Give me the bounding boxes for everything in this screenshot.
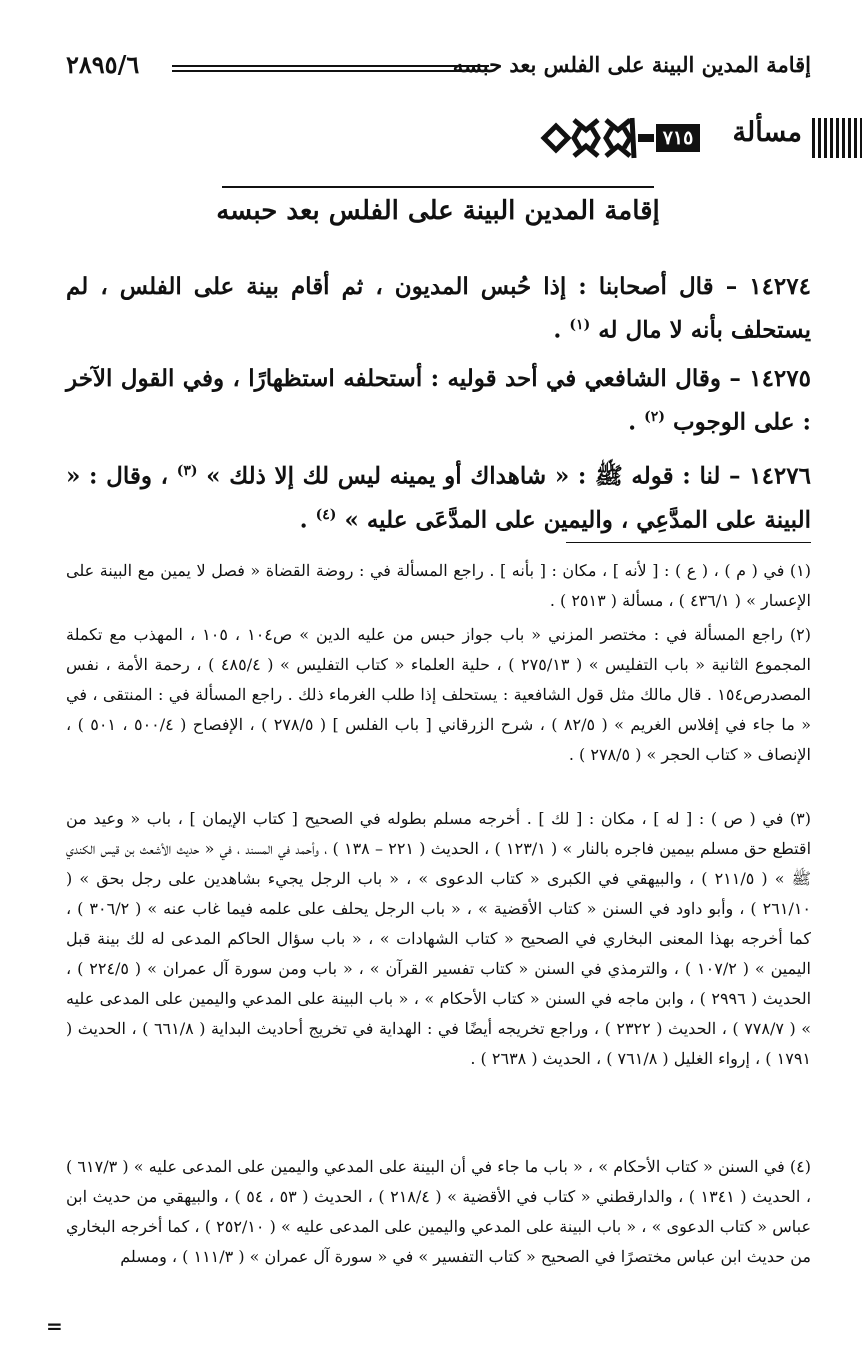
paragraph-14276: [66, 452, 811, 539]
paragraph-tail: .: [628, 408, 645, 436]
footnote-2: (٢) راجع المسألة في : مختصر المزني « باب جواز حبس من عليه الدين » ص١٠٤ ، ١٠٥ ، المهذب مع تكملة المجموع الثانية « باب التفليس » ( ٢٧٥/١٣ ) ، حلية العلماء « كتاب التفليس » ( ٤٨٥/٤ ) ، رحمة الأمة ، نفس المصدرص١٥٤ . قال مالك مثل قول الشافعية : يستحلف إذا طلب الغرماء ذلك . راجع المسألة في : المنتقى ، في « ما جاء في إفلاس الغريم » ( ٨٢/٥ ) ، شرح الزرقاني [ باب الفلس ] ( ٢٧٨/٥ ) ، الإفصاح ( ٥٠٠/٤ ، ٥٠١ ) ، الإنصاف « كتاب الحجر » ( ٢٧٨/٥ ) .: [66, 625, 812, 764]
footnote-ref: (٣): [176, 463, 198, 479]
footnote-3: (٣) في ( ص ) : [ له ] ، مكان : [ لك ] . أخرجه مسلم بطوله في الصحيح [ كتاب الإيمان ] ، باب « وعيد من اقتطع حق مسلم بيمين فاجره بالنار » ( ١٢٣/١ ) ، الحديث ( ٢٢١ – ١٣٨ ) ، وأحمد في المسند ، في « حديث الأشعث بن قيس الكندي ﷺ » ( ٢١١/٥ ) ، والبيهقي في الكبرى « كتاب الدعوى » ، « باب الرجل يجيء بشاهدين على رجل بحق » ( ٢٦١/١٠ ) ، وأبو داود في السنن « كتاب الأقضية » ، « باب الرجل يحلف على علمه فيما غاب عنه » ( ٣٠٦/٢ ) ، كما أخرجه بهذا المعنى البخاري في الصحيح « كتاب الشهادات » ، « باب سؤال الحاكم المدعى له لك بينة قبل اليمين » ( ١٠٧/٢ ) ، والترمذي في السنن « كتاب تفسير القرآن » ، « باب ومن سورة آل عمران » ( ٢٢٤/٥ ) ، الحديث ( ٢٩٩٦ ) ، وابن ماجه في السنن « كتاب الأحكام » ، « باب البينة على المدعي واليمين على المدعى عليه » ( ٧٧٨/٧ ) ، الحديث ( ٢٣٢٢ ) ، وراجع تخريجه أيضًا في : الهداية في تخريج أحاديث البداية ( ٦٦١/٨ ) ، الحديث ( ١٧٩١ ) ، إرواء الغليل ( ٧٦١/٨ ) ، الحديث ( ٢٦٣٨ ) .: [66, 809, 812, 1068]
paragraph-14274: [66, 268, 811, 350]
paragraph-tail: ، وقال : « البينة على المدَّعِي ، واليمين على المدَّعَى عليه »: [66, 462, 811, 534]
striped-block-ornament: [812, 118, 862, 158]
masala-label: مسألة: [732, 117, 802, 148]
masala-number-badge: ٧١٥: [656, 124, 700, 152]
masala-banner: [528, 114, 867, 162]
geometric-ornament-icon: [534, 114, 654, 162]
paragraph-text: ١٤٢٧٥ – وقال الشافعي في أحد قوليه : أستحلفه استظهارًا ، وفي القول الآخر : على الوجوب: [66, 365, 811, 436]
page-reference: ٢٨٩٥/٦: [66, 50, 140, 79]
paragraph-tail: .: [553, 316, 570, 344]
running-header: [66, 50, 811, 84]
footnote-ref: (١): [569, 317, 591, 333]
chapter-title: إقامة المدين البينة على الفلس بعد حبسه: [216, 196, 660, 226]
continuation-mark: =: [46, 1314, 63, 1338]
paragraph-tail: .: [299, 506, 316, 534]
paragraph-14275: [66, 360, 811, 442]
running-title: إقامة المدين البينة على الفلس بعد حبسه: [452, 52, 811, 77]
footnote-ref: (٤): [315, 506, 337, 523]
paragraph-text: ١٤٢٧٤ – قال أصحابنا : إذا حُبس المديون ، ثم أقام بينة على الفلس ، لم يستحلف بأنه لا مال له: [66, 273, 811, 344]
footnote-4: (٤) في السنن « كتاب الأحكام » ، « باب ما جاء في أن البينة على المدعي واليمين على المدعى عليه » ( ٦١٧/٣ ) ، الحديث ( ١٣٤١ ) ، والدارقطني « كتاب في الأقضية » ( ٢١٨/٤ ) ، الحديث ( ٥٣ ، ٥٤ ) ، والبيهقي من حديث ابن عباس « كتاب الدعوى » ، « باب البينة على المدعي واليمين على المدعى عليه » ( ٢٥٢/١٠ ) ، كما أخرجه البخاري من حديث ابن عباس مختصرًا في الصحيح « كتاب التفسير » في « سورة آل عمران » ( ١١١/٣ ) ، ومسلم: [66, 1157, 812, 1266]
header-double-rule: [172, 65, 489, 72]
title-rule: [222, 186, 654, 188]
footnote-ref: (٢): [644, 409, 665, 425]
footnote-rule: [566, 542, 811, 543]
paragraph-text: ١٤٢٧٦ – لنا : قوله ﷺ : « شاهداك أو يمينه ليس لك إلا ذلك »: [206, 462, 811, 490]
footnote-1: (١) في ( م ) ، ( ع ) : [ لأنه ] ، مكان : [ بأنه ] . راجع المسألة في : روضة القضاة « فصل لا يمين مع البينة على الإعسار » ( ٤٣٦/١ ) ، مسألة ( ٢٥١٣ ) .: [66, 561, 811, 610]
